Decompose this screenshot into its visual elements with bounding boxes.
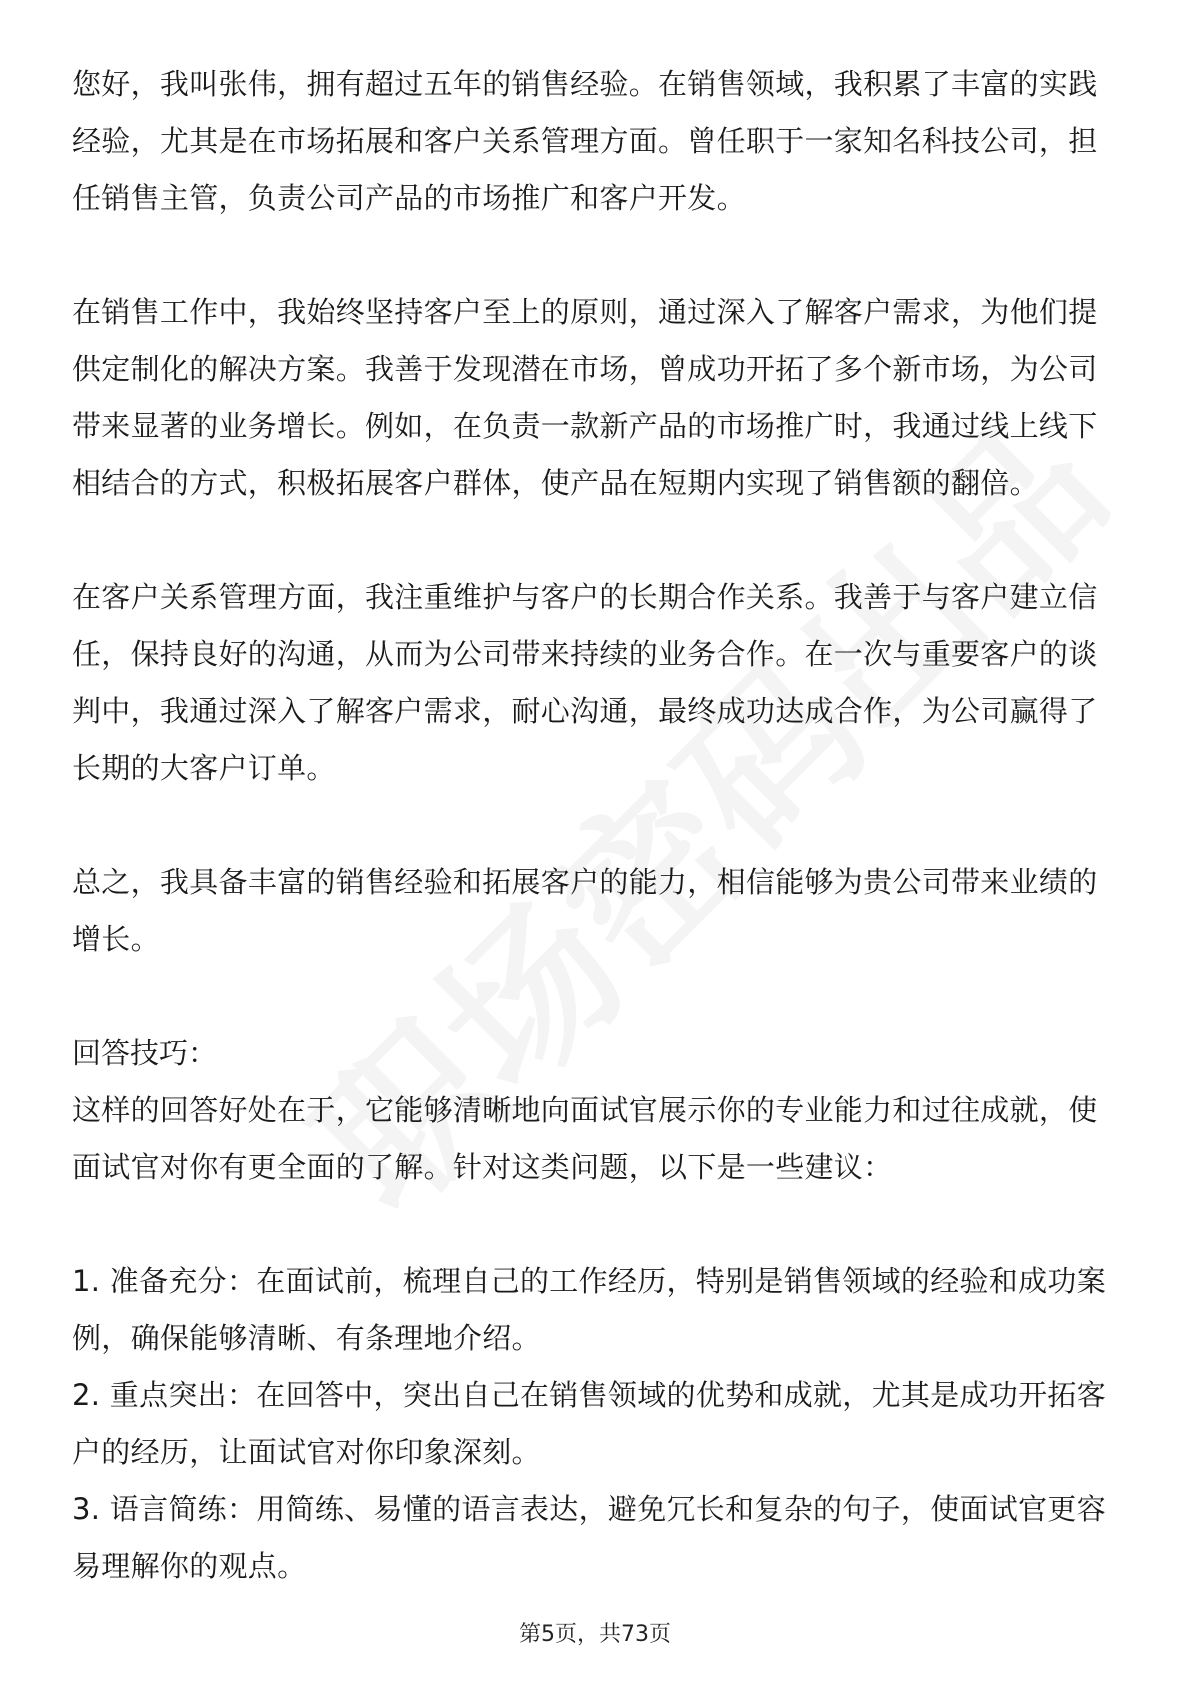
paragraph-gap <box>72 968 1118 1025</box>
tips-intro: 这样的回答好处在于，它能够清晰地向面试官展示你的专业能力和过往成就，使面试官对你有更全面的了解。针对这类问题，以下是一些建议： <box>72 1093 1098 1184</box>
paragraph-gap <box>72 797 1118 854</box>
tips-item-3: 3. 语言简练：用简练、易懂的语言表达，避免冗长和复杂的句子，使面试官更容易理解你的观点。 <box>72 1492 1106 1583</box>
tips-item-2: 2. 重点突出：在回答中，突出自己在销售领域的优势和成就，尤其是成功开拓客户的经历，让面试官对你印象深刻。 <box>72 1378 1106 1469</box>
paragraph-sales-work: 在销售工作中，我始终坚持客户至上的原则，通过深入了解客户需求，为他们提供定制化的解决方案。我善于发现潜在市场，曾成功开拓了多个新市场，为公司带来显著的业务增长。例如，在负责一款新产品的市场推广时，我通过线上线下相结合的方式，积极拓展客户群体，使产品在短期内实现了销售额的翻倍。 <box>72 295 1098 500</box>
paragraph-summary: 总之，我具备丰富的销售经验和拓展客户的能力，相信能够为贵公司带来业绩的增长。 <box>72 865 1098 956</box>
tips-item-1: 1. 准备充分：在面试前，梳理自己的工作经历，特别是销售领域的经验和成功案例，确保能够清晰、有条理地介绍。 <box>72 1264 1106 1355</box>
paragraph-gap <box>72 227 1118 284</box>
page-number: 第5页，共73页 <box>519 1622 671 1647</box>
paragraph-customer-relations: 在客户关系管理方面，我注重维护与客户的长期合作关系。我善于与客户建立信任，保持良好的沟通，从而为公司带来持续的业务合作。在一次与重要客户的谈判中，我通过深入了解客户需求，耐心沟通，最终成功达成合作，为公司赢得了长期的大客户订单。 <box>72 580 1098 785</box>
document-body <box>72 56 1118 1595</box>
paragraph-gap <box>72 1196 1118 1253</box>
paragraph-intro: 您好，我叫张伟，拥有超过五年的销售经验。在销售领域，我积累了丰富的实践经验，尤其是在市场拓展和客户关系管理方面。曾任职于一家知名科技公司，担任销售主管，负责公司产品的市场推广和客户开发。 <box>72 67 1098 215</box>
paragraph-gap <box>72 512 1118 569</box>
tips-heading: 回答技巧： <box>72 1036 218 1070</box>
